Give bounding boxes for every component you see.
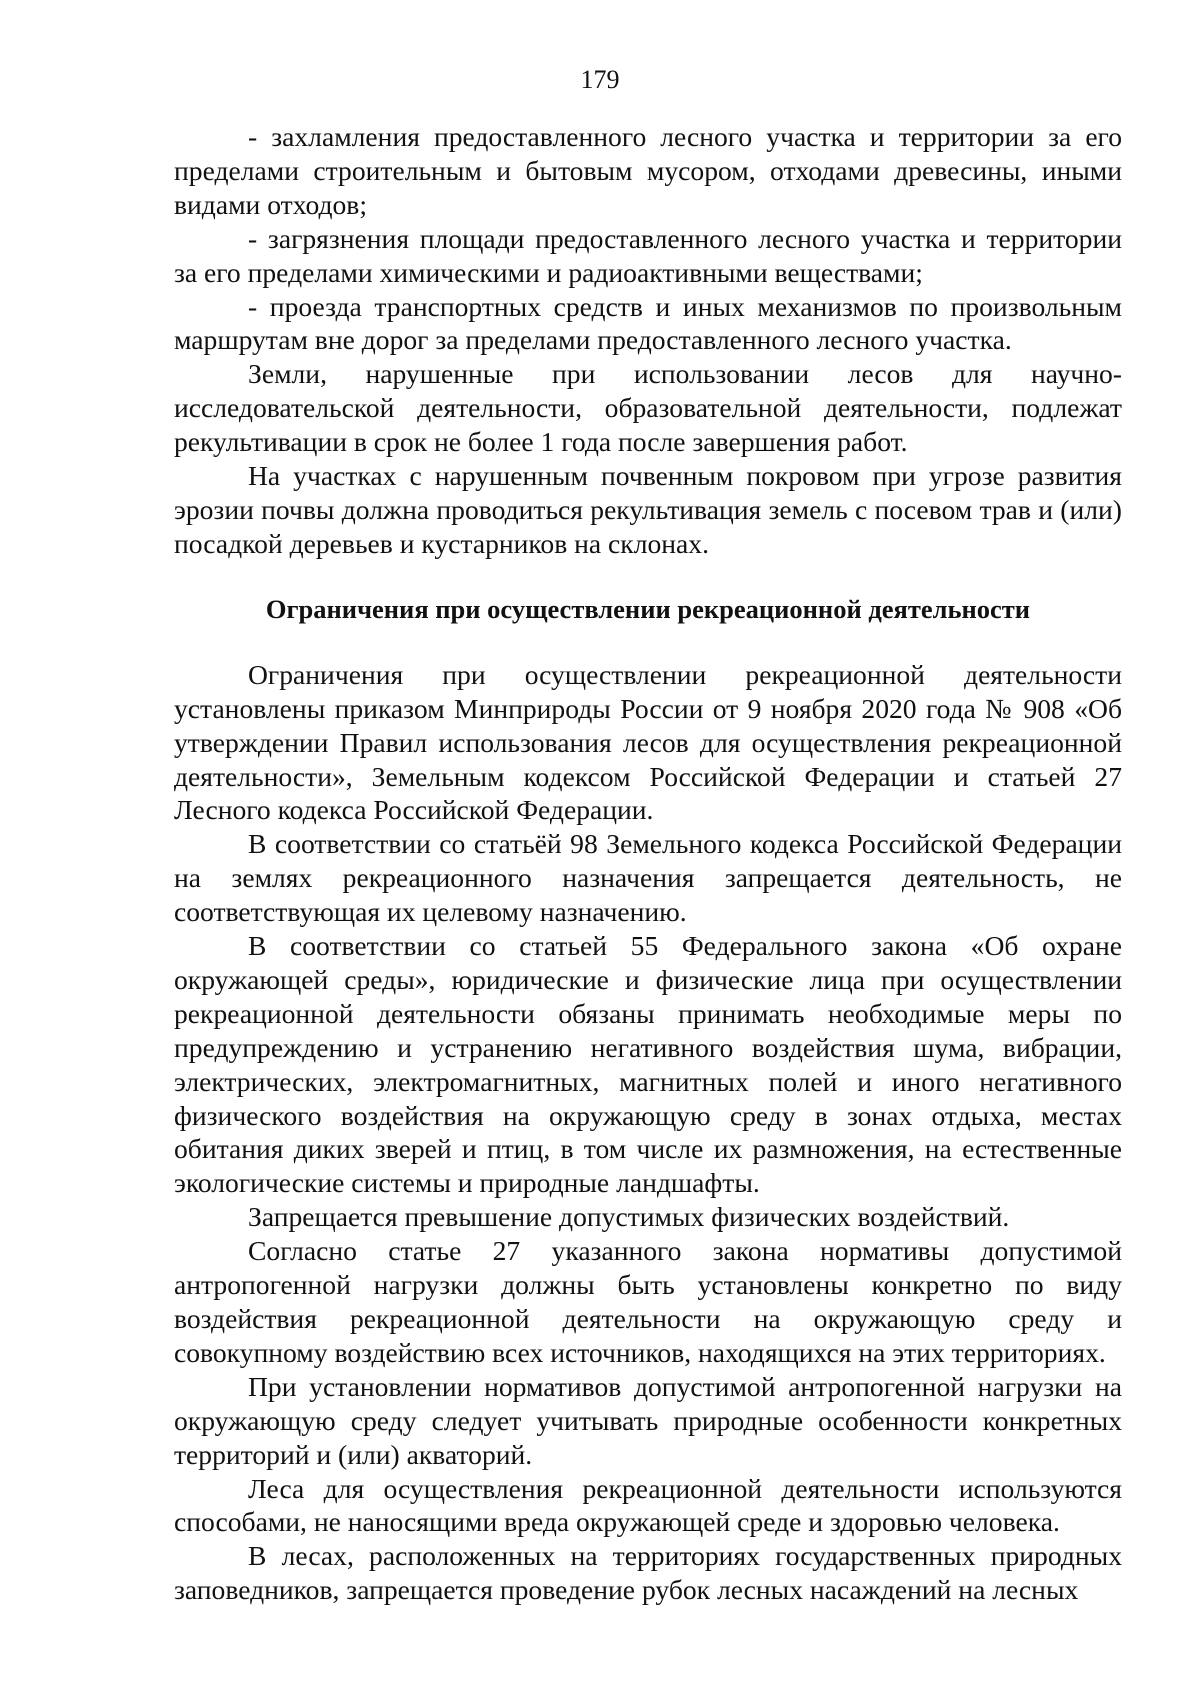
paragraph-article-27: Согласно статье 27 указанного закона нормативы допустимой антропогенной нагрузки должны быть установлены конкретно по виду воздействия рекреационной деятельности на окружающую среду и совокупному воздействию всех источников, находящихся на этих территориях.: [174, 1235, 1122, 1368]
paragraph-restrictions-basis: Ограничения при осуществлении рекреационной деятельности установлены приказом Минприроды России от 9 ноября 2020 года № 908 «Об утверждении Правил использования лесов для осуществления рекреационной деятельности», Земельным кодексом Российской Федерации и статьей 27 Лесного кодекса Российской Федерации.: [174, 658, 1122, 826]
paragraph-land-recultivation: Земли, нарушенные при использовании лесов для научно-исследовательской деятельности, образовательной деятельности, подлежат рекультивации в срок не более 1 года после завершения работ.: [174, 358, 1122, 458]
paragraph-article-55: В соответствии со статьей 55 Федерального закона «Об охране окружающей среды», юридические и физические лица при осуществлении рекреационной деятельности обязаны принимать необходимые меры по предупреждению и устранению негативного воздействия шума, вибрации, электрических, электромагнитных, магнитных полей и иного негативного физического воздействия на окружающую среду в зонах отдыха, местах обитания диких зверей и птиц, в том числе их размножения, на естественные экологические системы и природные ландшафты.: [174, 930, 1122, 1199]
paragraph-physical-impact-ban: Запрещается превышение допустимых физических воздействий.: [248, 1201, 1010, 1233]
paragraph-erosion: На участках с нарушенным почвенным покровом при угрозе развития эрозии почвы должна проводиться рекультивация земель с посевом трав и (или) посадкой деревьев и кустарников на склонах.: [174, 460, 1122, 559]
document-body: [174, 120, 1122, 1607]
paragraph-pollution: - загрязнения площади предоставленного лесного участка и территории за его пределами химическими и радиоактивными веществами;: [174, 222, 1122, 288]
paragraph-littering: - захламления предоставленного лесного участка и территории за его пределами строительным и бытовым мусором, отходами древесины, иными видами отходов;: [174, 121, 1122, 220]
paragraph-land-code-article-98: В соответствии со статьёй 98 Земельного кодекса Российской Федерации на землях рекреационного назначения запрещается деятельность, не соответствующая их целевому назначению.: [174, 828, 1122, 928]
paragraph-nature-reserves: В лесах, расположенных на территориях государственных природных заповедников, запрещается проведение рубок лесных насаждений на лесных: [174, 1540, 1122, 1606]
paragraph-vehicle-passage: - проезда транспортных средств и иных механизмов по произвольным маршрутам вне дорог за пределами предоставленного лесного участка.: [174, 290, 1122, 356]
section-heading: Ограничения при осуществлении рекреационной деятельности: [265, 593, 1031, 624]
paragraph-natural-features: При установлении нормативов допустимой антропогенной нагрузки на окружающую среду следует учитывать природные особенности конкретных территорий и (или) акваторий.: [174, 1370, 1122, 1470]
paragraph-harmless-methods: Леса для осуществления рекреационной деятельности используются способами, не наносящими вреда окружающей среде и здоровью человека.: [174, 1472, 1122, 1538]
page-number: 179: [580, 65, 620, 94]
